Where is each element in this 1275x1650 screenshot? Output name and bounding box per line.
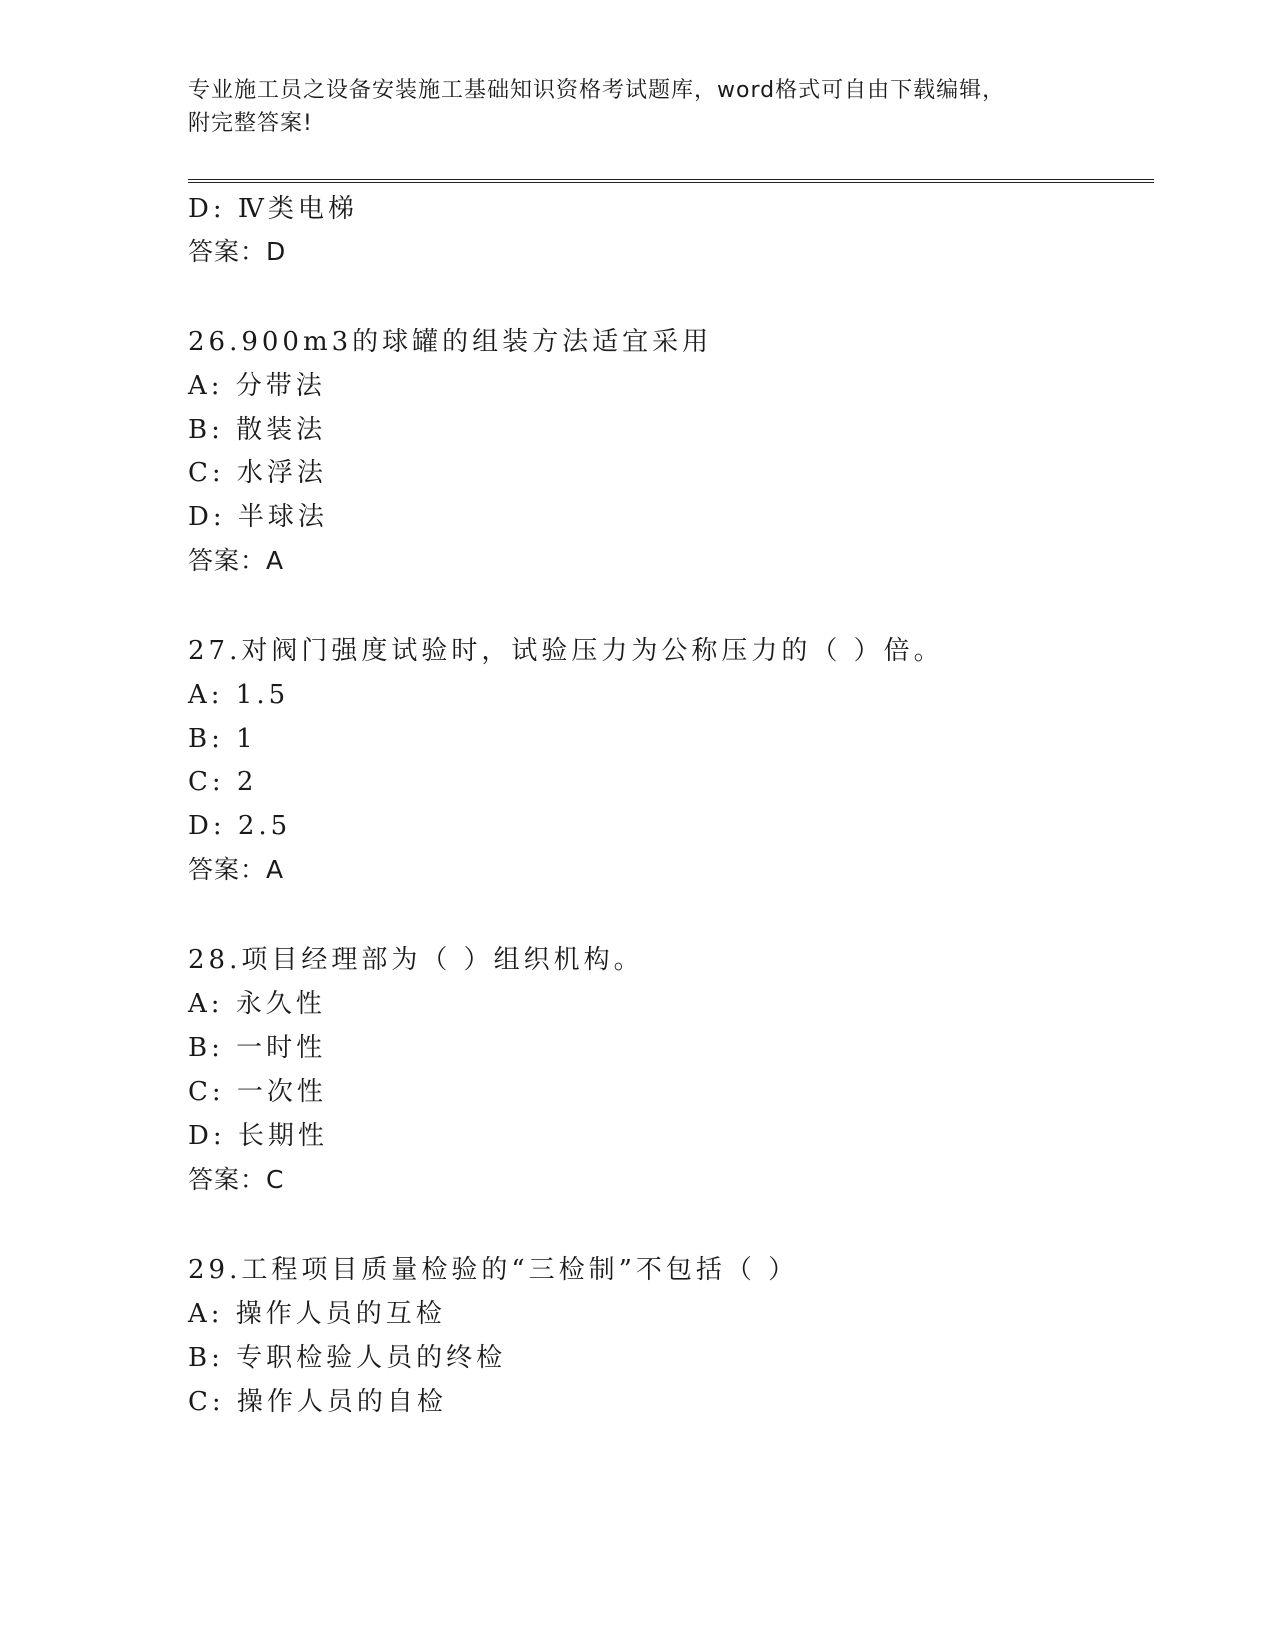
question-27-option-a: A: 1.5 xyxy=(188,680,290,710)
question-28-stem: 28.项目经理部为（ ）组织机构。 xyxy=(188,945,644,975)
prev-answer: 答案：D xyxy=(188,237,287,266)
document-header xyxy=(188,74,1068,140)
question-29-option-a: A: 操作人员的互检 xyxy=(188,1299,446,1329)
question-26-option-b: B: 散装法 xyxy=(188,415,327,445)
header-line-2: 附完整答案! xyxy=(188,111,313,136)
question-28-option-c: C: 一次性 xyxy=(188,1077,327,1107)
question-28-option-a: A: 永久性 xyxy=(188,989,326,1019)
question-26-option-c: C: 水浮法 xyxy=(188,458,327,488)
question-29-stem: 29.工程项目质量检验的“三检制”不包括（ ） xyxy=(188,1255,799,1285)
question-26-option-d: D: 半球法 xyxy=(188,502,328,532)
question-26-answer: 答案：A xyxy=(188,546,285,575)
question-27-option-b: B: 1 xyxy=(188,724,257,754)
header-line-1: 专业施工员之设备安装施工基础知识资格考试题库，word格式可自由下载编辑， xyxy=(188,78,1006,103)
question-29-option-b: B: 专职检验人员的终检 xyxy=(188,1343,507,1373)
question-28-option-d: D: 长期性 xyxy=(188,1121,328,1151)
prev-option-d: D: Ⅳ类电梯 xyxy=(188,194,358,224)
question-28-answer: 答案：C xyxy=(188,1165,285,1194)
question-26-stem: 26.900m3的球罐的组装方法适宜采用 xyxy=(188,327,713,357)
header-divider xyxy=(188,179,1154,183)
question-27-answer: 答案：A xyxy=(188,855,285,884)
question-26-option-a: A: 分带法 xyxy=(188,371,326,401)
question-27-option-d: D: 2.5 xyxy=(188,811,292,841)
question-29-option-c: C: 操作人员的自检 xyxy=(188,1387,447,1417)
question-27-option-c: C: 2 xyxy=(188,767,258,797)
question-27-stem: 27.对阀门强度试验时，试验压力为公称压力的（ ）倍。 xyxy=(188,636,944,666)
question-28-option-b: B: 一时性 xyxy=(188,1033,327,1063)
